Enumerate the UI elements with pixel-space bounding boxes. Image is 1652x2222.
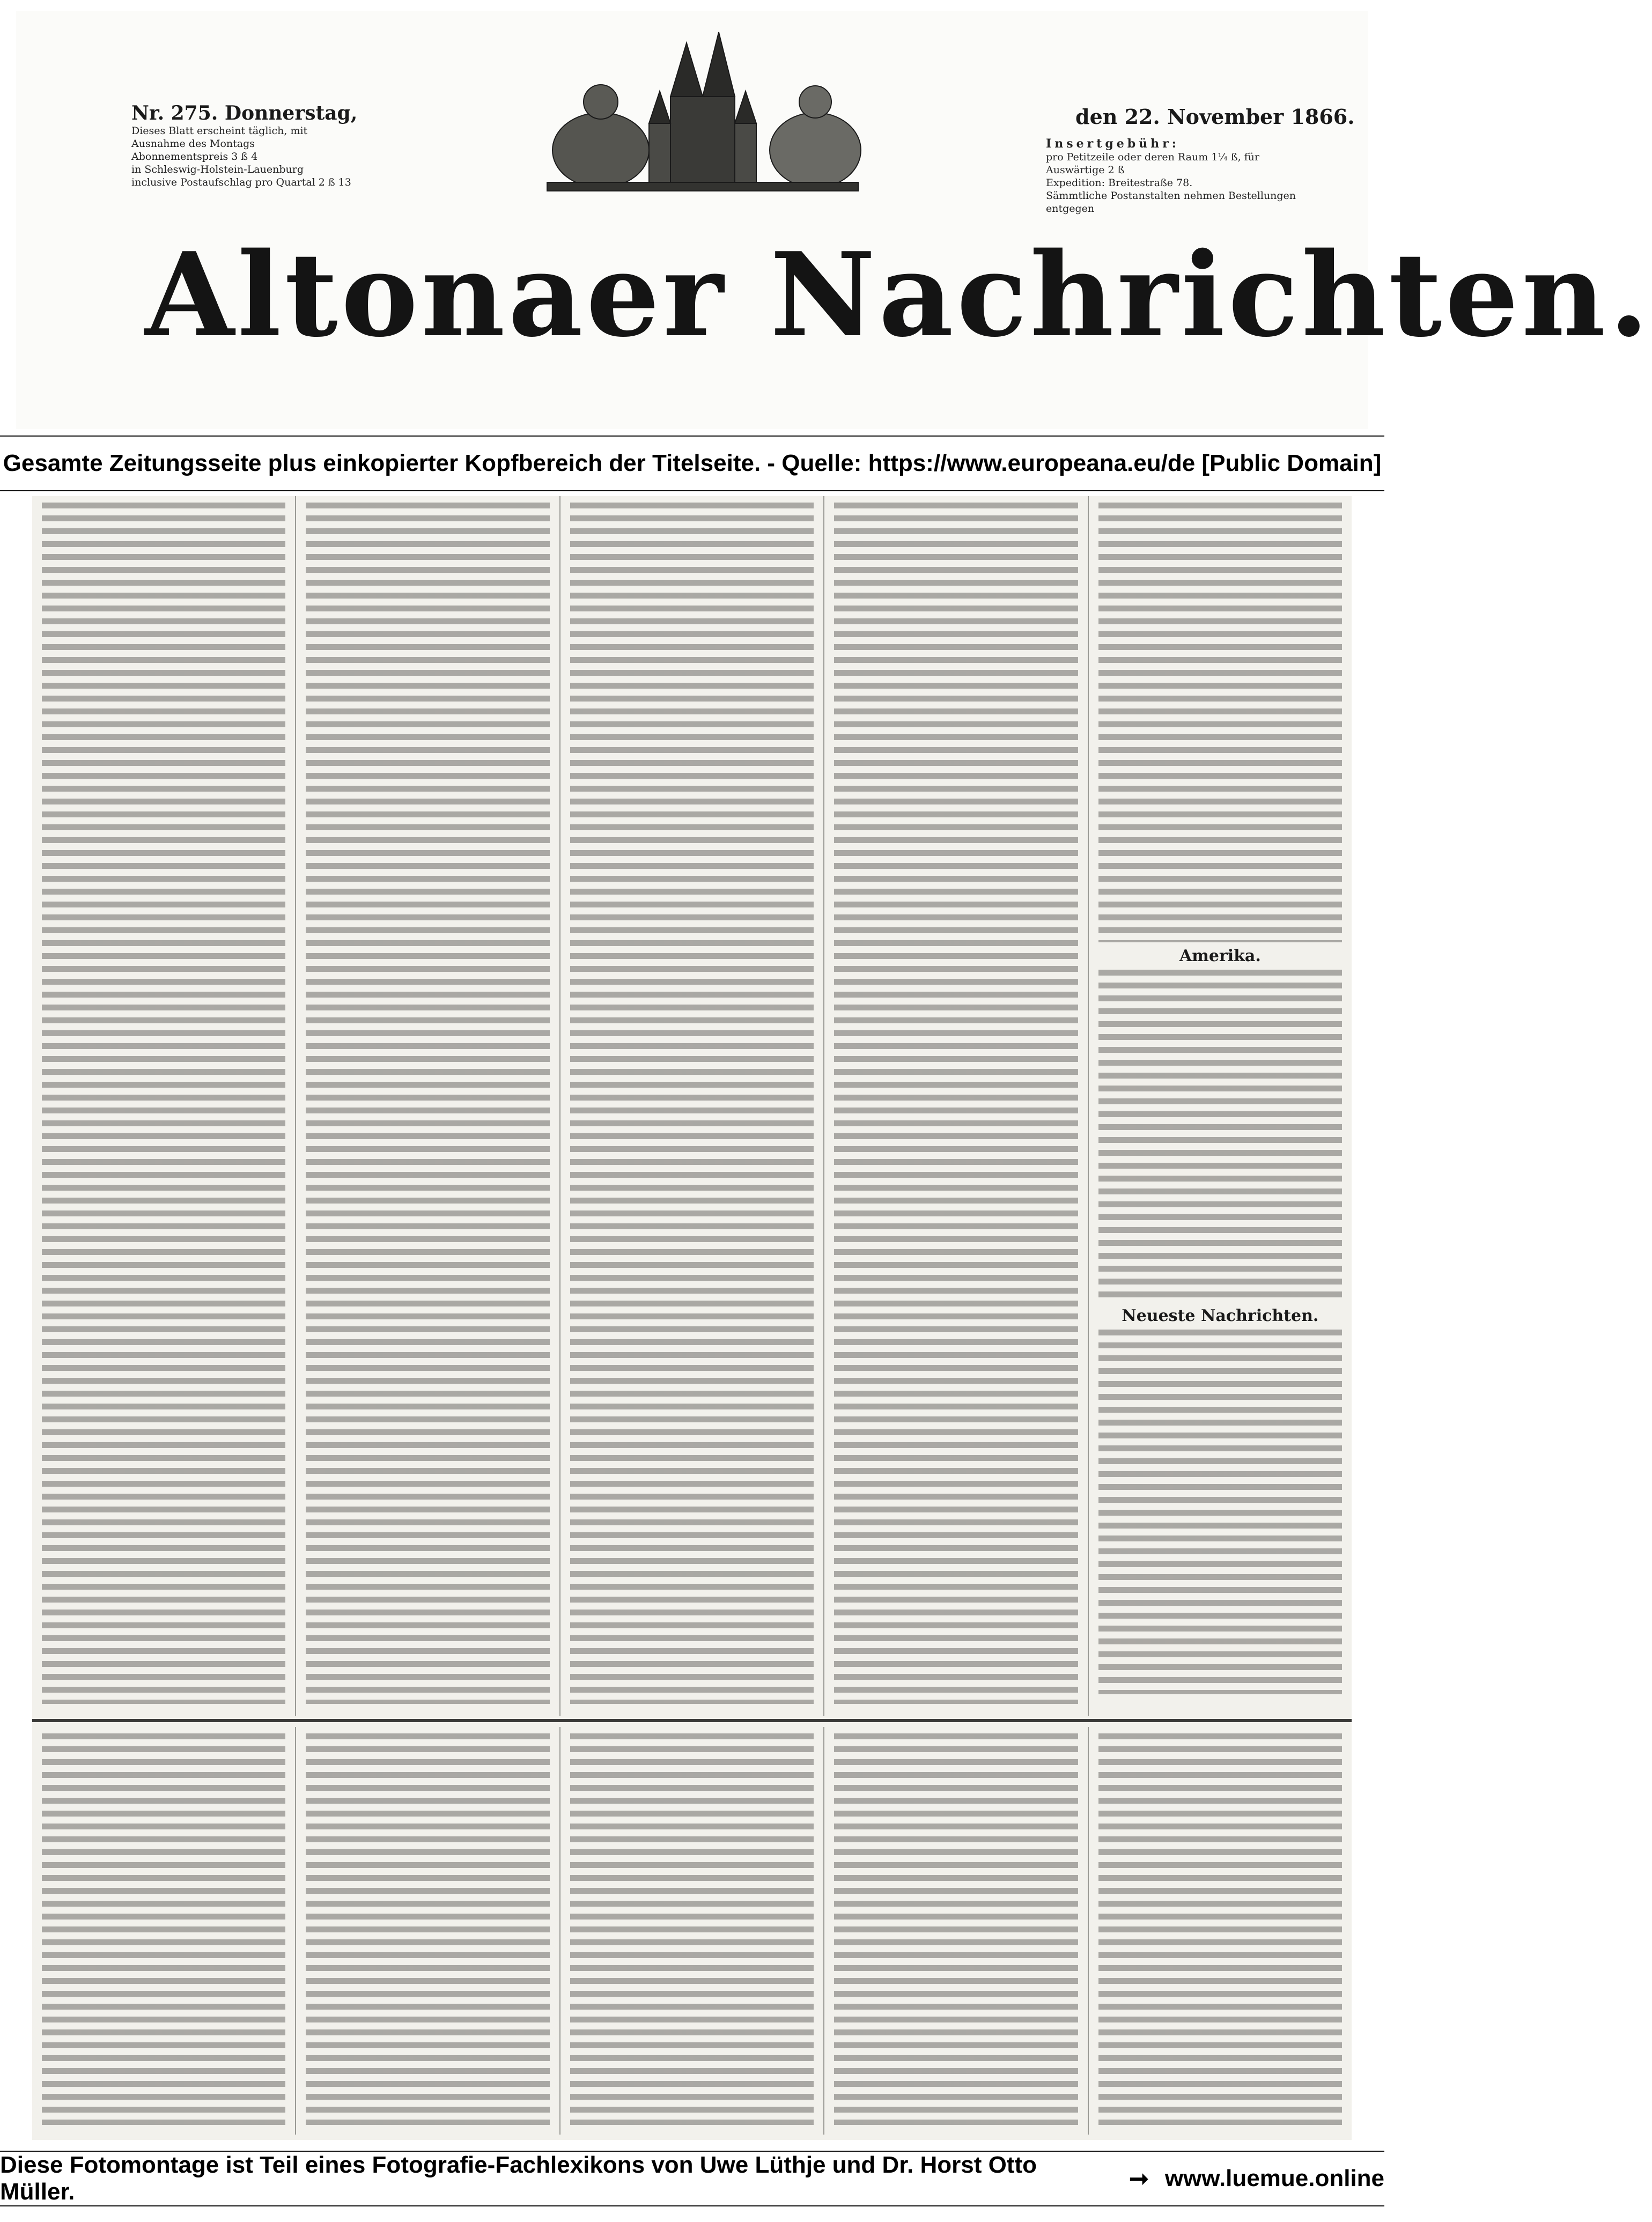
column-3-text bbox=[570, 503, 814, 1704]
column-2 bbox=[296, 496, 560, 1716]
newspaper-page bbox=[32, 496, 1352, 2140]
newspaper-title: Altonaer Nachrichten. bbox=[145, 227, 1652, 363]
insert-fee-line-2: Expedition: Breitestraße 78. bbox=[1046, 177, 1193, 189]
column-1 bbox=[32, 496, 296, 1716]
subscription-line-4: inclusive Postaufschlag pro Quartal 2 ß 13 bbox=[131, 176, 351, 188]
insert-fee-heading: Insertgebühr: bbox=[1046, 137, 1179, 151]
feuilleton-column-3 bbox=[560, 1727, 824, 2135]
feuilleton-column-3-text bbox=[570, 1733, 814, 2125]
feuilleton-column-1 bbox=[32, 1727, 296, 2135]
column-4 bbox=[824, 496, 1088, 1716]
feuilleton-column-5-text bbox=[1098, 1733, 1342, 2125]
column-5-text-b bbox=[1098, 970, 1342, 1302]
section-heading-amerika: Amerika. bbox=[1179, 947, 1261, 965]
arrow-icon: ➞ bbox=[1129, 2165, 1149, 2192]
masthead-left-block bbox=[131, 102, 362, 189]
website-link[interactable]: www.luemue.online bbox=[1164, 2165, 1384, 2191]
city-emblem-illustration bbox=[515, 21, 890, 198]
feuilleton-columns bbox=[32, 1727, 1352, 2135]
column-3 bbox=[560, 496, 824, 1716]
insert-fee-line-3: Sämmtliche Postanstalten nehmen Bestellungen entgegen bbox=[1046, 190, 1296, 215]
masthead-right-block bbox=[1046, 137, 1309, 215]
credit-caption bbox=[0, 2151, 1384, 2206]
feuilleton-column-5 bbox=[1089, 1727, 1352, 2135]
newspaper-masthead bbox=[16, 11, 1652, 429]
column-5-text-c bbox=[1098, 1330, 1342, 1694]
source-caption: Gesamte Zeitungsseite plus einkopierter Kopfbereich der Titelseite. - Quelle: https://www.europeana.eu/de [Public Domain] bbox=[0, 435, 1384, 491]
credit-text: Diese Fotomontage ist Teil eines Fotografie-Fachlexikons von Uwe Lüthje und Dr. Horst Otto Müller. bbox=[0, 2152, 1037, 2205]
feuilleton-column-2-text bbox=[306, 1733, 549, 2125]
feuilleton-column-4-text bbox=[834, 1733, 1078, 2125]
main-columns bbox=[32, 496, 1352, 1716]
column-5-text-a bbox=[1098, 503, 1342, 942]
feuilleton-column-1-text bbox=[42, 1733, 285, 2125]
feuilleton-divider bbox=[32, 1719, 1352, 1722]
subscription-line-3: in Schleswig-Holstein-Lauenburg bbox=[131, 164, 304, 175]
feuilleton-column-4 bbox=[824, 1727, 1088, 2135]
column-2-text bbox=[306, 503, 549, 1704]
subscription-line-1: Dieses Blatt erscheint täglich, mit Ausnahme des Montags bbox=[131, 125, 308, 150]
subscription-line-2: Abonnementspreis 3 ß 4 bbox=[131, 151, 258, 163]
section-heading-neueste-nachrichten: Neueste Nachrichten. bbox=[1122, 1306, 1319, 1325]
issue-date: den 22. November 1866. bbox=[1075, 105, 1355, 129]
column-1-text bbox=[42, 503, 285, 1704]
column-4-text bbox=[834, 503, 1078, 1704]
column-5 bbox=[1089, 496, 1352, 1716]
insert-fee-line-1: pro Petitzeile oder deren Raum 1¼ ß, für Auswärtige 2 ß bbox=[1046, 151, 1259, 176]
issue-number: Nr. 275. Donnerstag, bbox=[131, 102, 358, 124]
feuilleton-column-2 bbox=[296, 1727, 560, 2135]
